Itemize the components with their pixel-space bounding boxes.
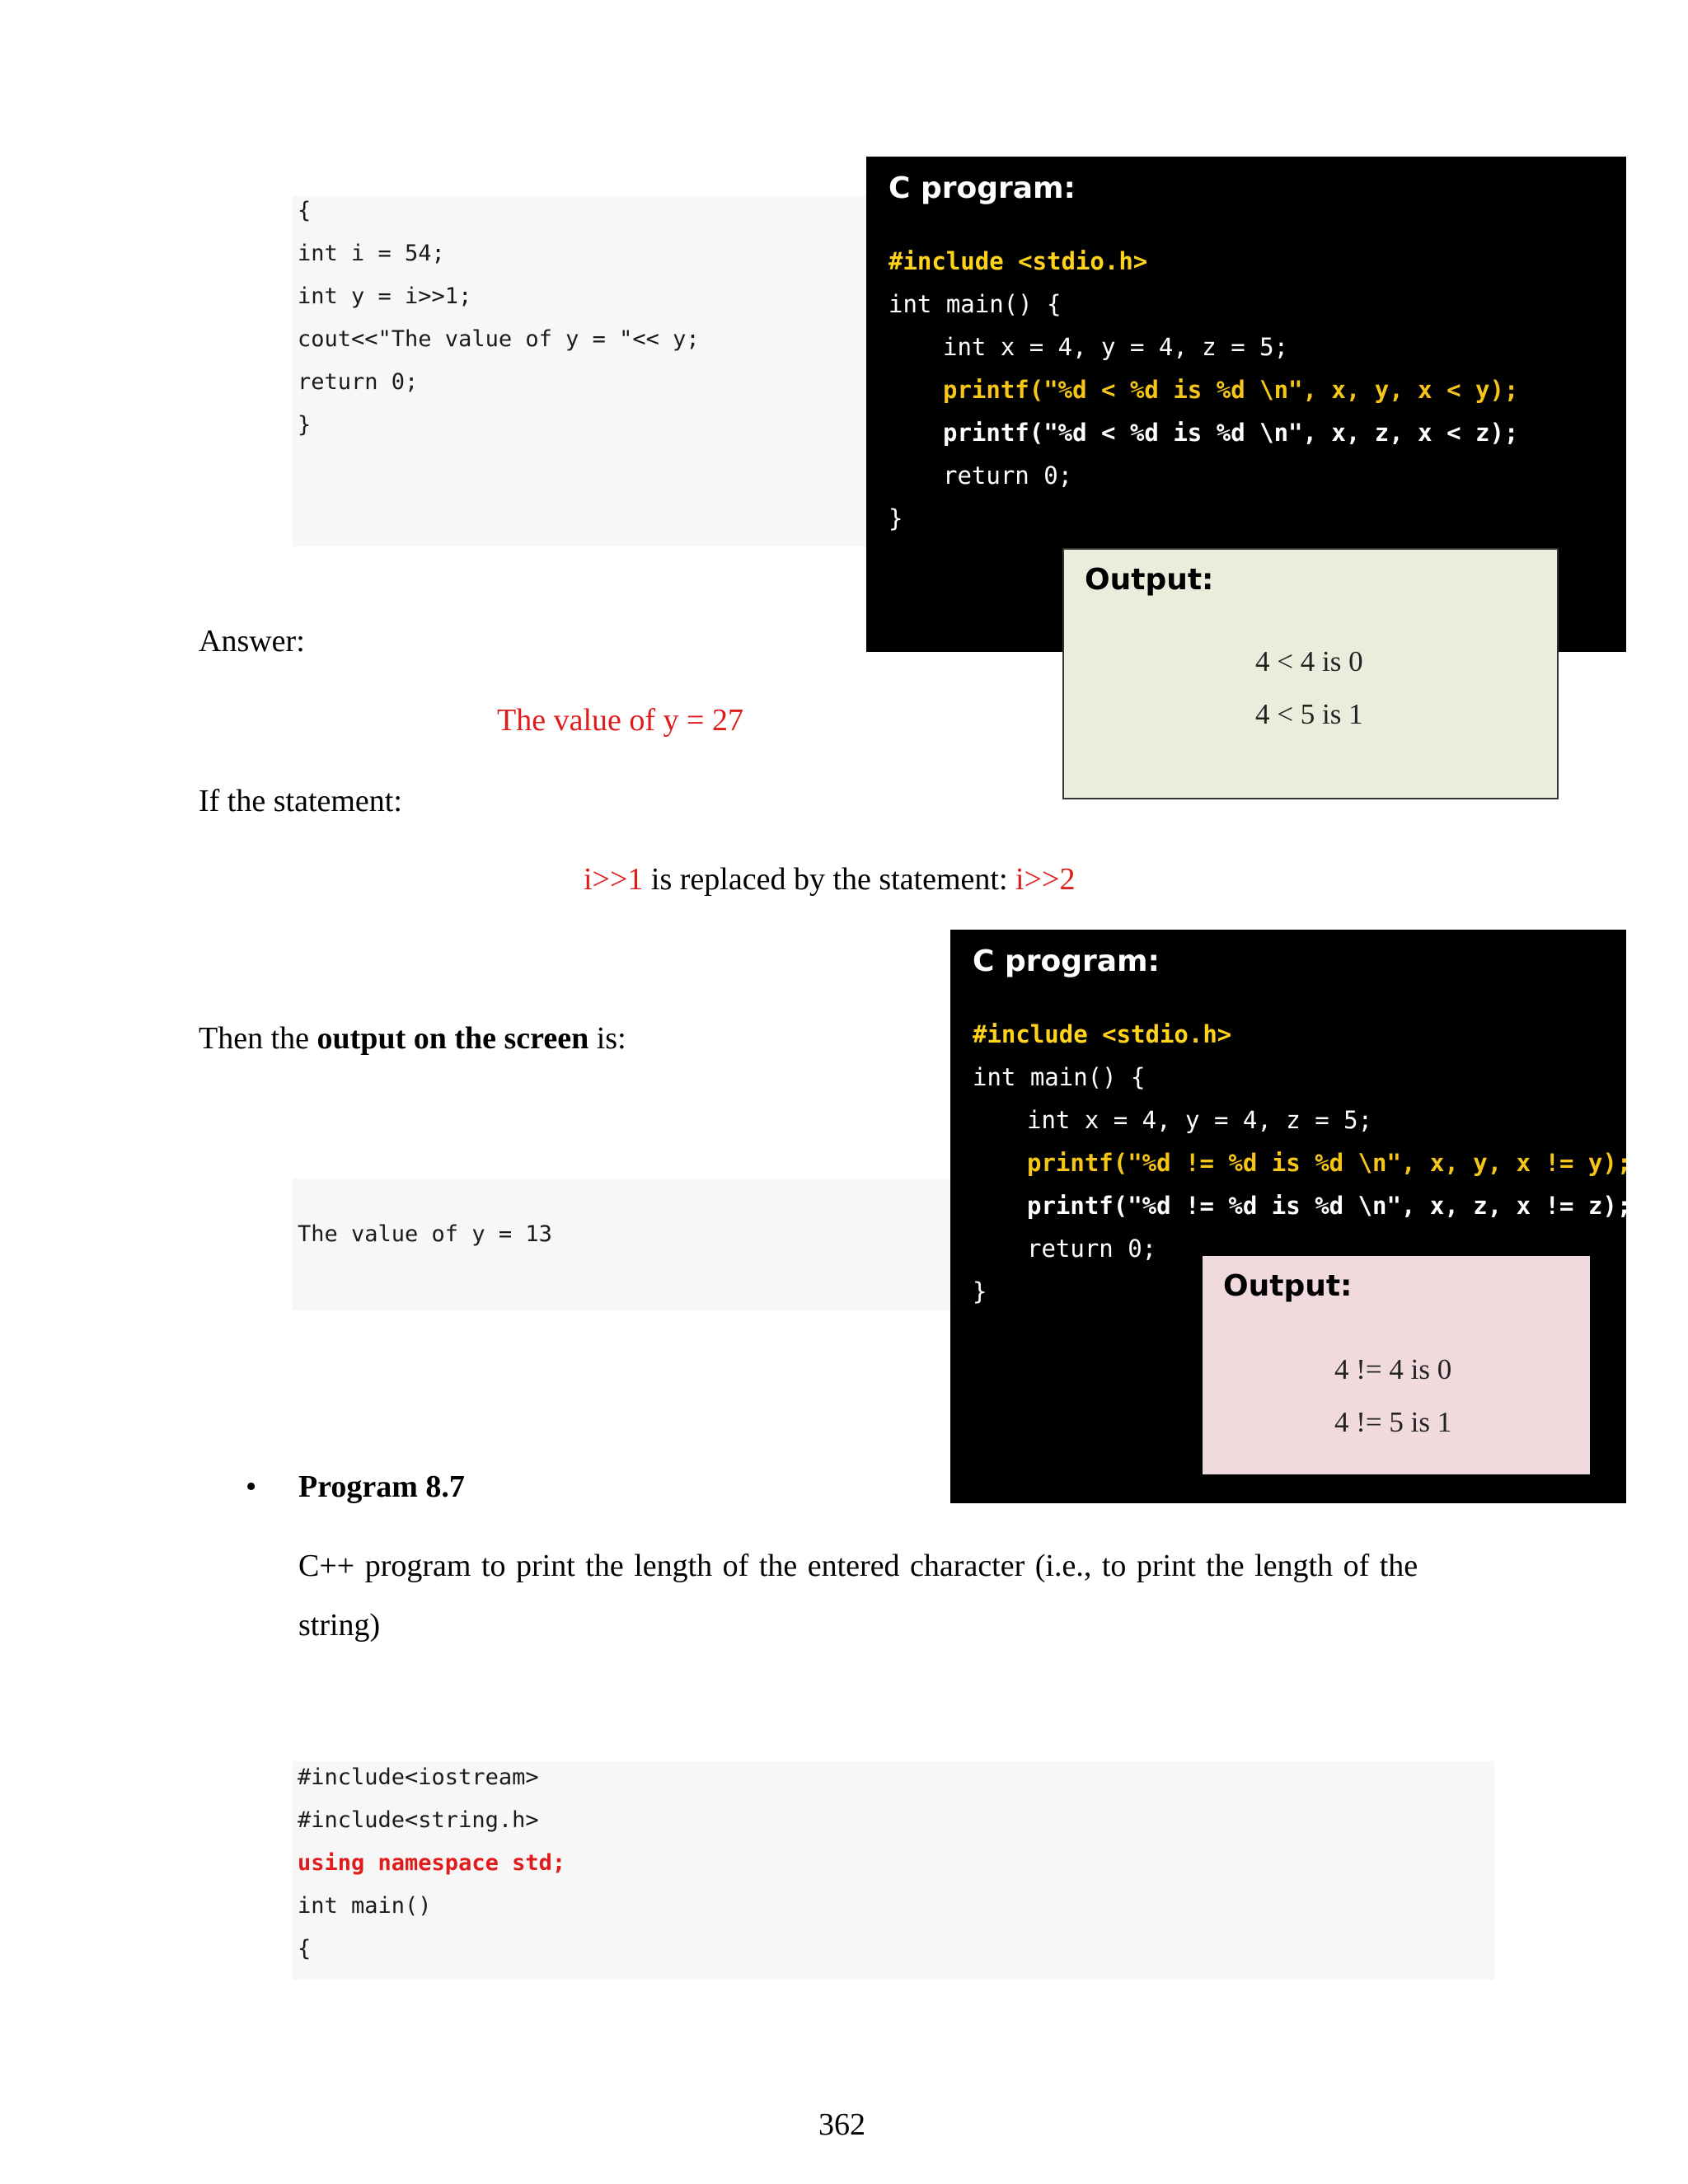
program-description-cont: string): [298, 1608, 381, 1643]
output-line: The value of y = 13: [298, 1221, 552, 1247]
include-line: #include <stdio.h>: [889, 247, 1148, 275]
output-line: 4 != 5 is 1: [1334, 1406, 1452, 1438]
code-block-3: [293, 1761, 1494, 1980]
main-line: int main() {: [973, 1063, 1146, 1091]
program-title: Program 8.7: [298, 1469, 465, 1504]
return-line: return 0;: [943, 462, 1073, 490]
code-line: {: [298, 198, 312, 223]
output-box-2: [1203, 1256, 1590, 1474]
code-line: }: [298, 412, 312, 438]
output-line: 4 < 5 is 1: [1255, 698, 1363, 730]
decl-line: int x = 4, y = 4, z = 5;: [1027, 1106, 1373, 1134]
bullet: •: [246, 1469, 257, 1504]
replacement-sentence: [584, 861, 1075, 898]
code-block-2: [293, 1179, 952, 1310]
then-bold: output on the screen: [316, 1021, 589, 1056]
code-line: #include<string.h>: [298, 1807, 539, 1833]
main-line: int main() {: [889, 290, 1062, 318]
output-box-1: [1062, 548, 1559, 799]
code-line: return 0;: [298, 369, 419, 395]
panel-title: C program:: [973, 944, 1160, 978]
code-line: int main(): [298, 1893, 432, 1919]
code-line: cout<<"The value of y = "<< y;: [298, 326, 700, 352]
then-output-line: [199, 1020, 626, 1057]
if-statement-text: If the statement:: [199, 784, 402, 818]
close-brace: }: [889, 504, 903, 532]
output-title: Output:: [1223, 1269, 1353, 1303]
output-title: Output:: [1085, 563, 1214, 597]
code-line: int y = i>>1;: [298, 284, 472, 309]
old-statement: i>>1: [584, 862, 644, 897]
output-line: 4 < 4 is 0: [1255, 645, 1363, 677]
code-line: int i = 54;: [298, 241, 445, 266]
code-line: using namespace std;: [298, 1850, 566, 1876]
printf-line-2: printf("%d != %d is %d \n", x, z, x != z);: [1027, 1192, 1632, 1220]
printf-line-1: printf("%d < %d is %d \n", x, y, x < y);: [943, 376, 1519, 404]
close-brace: }: [973, 1277, 987, 1305]
decl-line: int x = 4, y = 4, z = 5;: [943, 333, 1289, 361]
output-line: 4 != 4 is 0: [1334, 1353, 1452, 1385]
printf-line-2: printf("%d < %d is %d \n", x, z, x < z);: [943, 419, 1519, 447]
return-line: return 0;: [1027, 1235, 1157, 1263]
program-description: C++ program to print the length of the entered character (i.e., to print the length of the: [298, 1549, 1418, 1583]
printf-line-1: printf("%d != %d is %d \n", x, y, x != y);: [1027, 1149, 1632, 1177]
then-prefix: Then the: [199, 1021, 317, 1056]
code-line: #include<iostream>: [298, 1765, 539, 1790]
code-line: {: [298, 1936, 312, 1961]
replacement-middle-text: is replaced by the statement:: [643, 862, 1016, 897]
code-block-1: [293, 196, 870, 546]
answer-value: The value of y = 27: [497, 703, 743, 738]
panel-title: C program:: [889, 171, 1076, 205]
page-number: 362: [818, 2107, 865, 2142]
include-line: #include <stdio.h>: [973, 1020, 1232, 1048]
answer-label: Answer:: [199, 624, 305, 658]
new-statement: i>>2: [1015, 862, 1076, 897]
then-suffix: is:: [588, 1021, 626, 1056]
